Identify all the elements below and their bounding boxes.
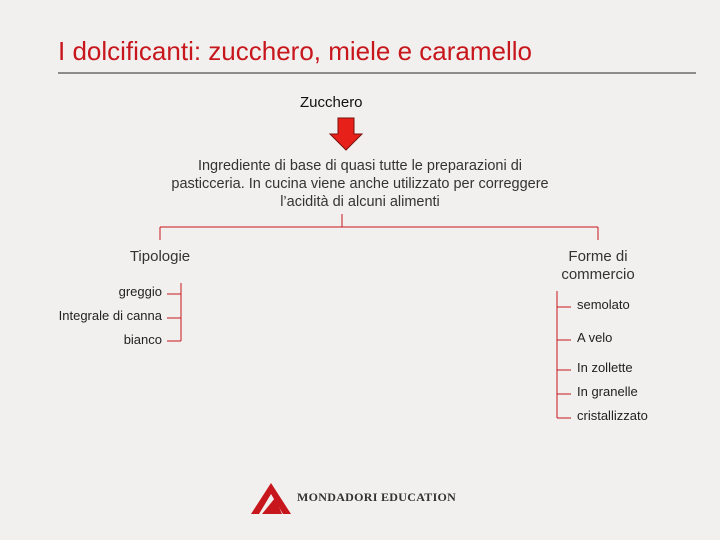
- slide-title: I dolcificanti: zucchero, miele e caramello: [58, 36, 532, 66]
- left-item: bianco: [123, 332, 162, 347]
- down-arrow-icon: [330, 118, 362, 150]
- publisher-logo-icon: [251, 483, 291, 514]
- left-branch-heading: Tipologie: [129, 248, 191, 265]
- left-item: greggio: [118, 284, 162, 299]
- left-item: Integrale di canna: [58, 308, 162, 323]
- right-item: A velo: [577, 330, 613, 345]
- right-item: In zollette: [577, 360, 633, 375]
- publisher-name: MONDADORI EDUCATION: [297, 490, 457, 504]
- root-description: Ingrediente di base di quasi tutte le preparazioni di pasticceria. In cucina viene anche utilizzato per correggere l’acidità di alcuni alimenti: [171, 158, 549, 210]
- right-item: In granelle: [577, 384, 638, 399]
- right-item: cristallizzato: [577, 408, 648, 423]
- root-node-label: Zucchero: [300, 94, 363, 111]
- right-branch-heading: Forme di commercio: [561, 248, 635, 283]
- right-item: semolato: [577, 297, 630, 312]
